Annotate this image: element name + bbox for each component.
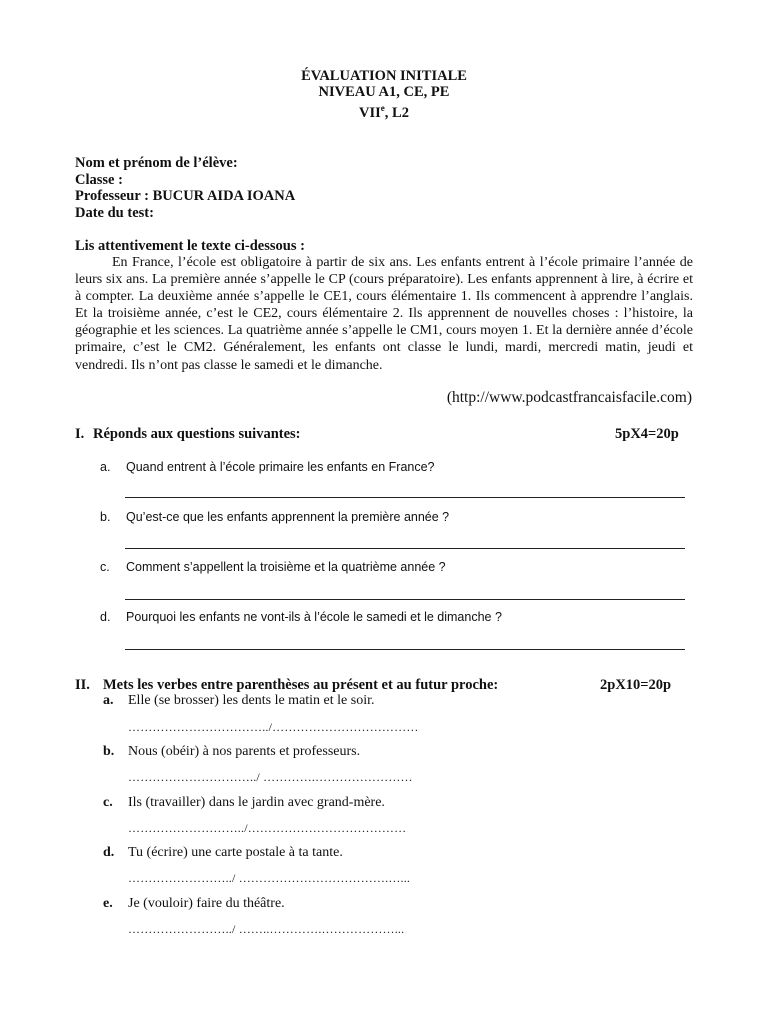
question-b xyxy=(100,510,449,524)
section-1-title: Réponds aux questions suivantes: xyxy=(93,426,301,442)
section-2-number: II. xyxy=(75,677,90,693)
answer-dots-a[interactable]: ……………………………../……………………………… xyxy=(128,720,419,734)
answer-line-b[interactable] xyxy=(125,548,685,549)
level-line: NIVEAU A1, CE, PE xyxy=(318,84,450,100)
date-label: Date du test: xyxy=(75,204,154,221)
section-1-heading xyxy=(75,426,301,443)
reading-passage xyxy=(75,254,693,374)
question-a xyxy=(100,460,435,474)
section-1-number: I. xyxy=(75,426,85,442)
exercise-d xyxy=(103,845,343,861)
exercise-letter: c. xyxy=(103,795,113,810)
question-text: Comment s’appellent la troisième et la quatrième année ? xyxy=(126,560,446,574)
exercise-e xyxy=(103,896,285,912)
source-citation: (http://www.podcastfrancaisfacile.com) xyxy=(446,389,692,406)
answer-line-a[interactable] xyxy=(125,497,685,498)
question-letter: a. xyxy=(100,460,111,474)
section-2-title: Mets les verbes entre parenthèses au présent et au futur proche: xyxy=(103,677,499,693)
exercise-letter: b. xyxy=(103,744,115,759)
class-prefix: VII xyxy=(359,104,381,121)
question-c xyxy=(100,560,446,574)
question-letter: b. xyxy=(100,510,111,524)
question-text: Qu’est-ce que les enfants apprennent la première année ? xyxy=(126,510,450,524)
question-d xyxy=(100,610,502,624)
class-superscript: e xyxy=(380,103,385,113)
section-2-heading xyxy=(75,677,498,694)
teacher-label: Professeur : BUCUR AIDA IOANA xyxy=(75,188,296,204)
class-line xyxy=(0,100,768,121)
answer-dots-c[interactable]: ………………………../………………………………… xyxy=(128,821,407,835)
question-letter: d. xyxy=(100,610,111,624)
exercise-text: Nous (obéir) à nos parents et professeurs. xyxy=(128,744,361,759)
section-2-points: 2pX10=20p xyxy=(600,677,672,693)
exercise-letter: e. xyxy=(103,896,113,911)
answer-line-d[interactable] xyxy=(125,649,685,650)
exercise-text: Tu (écrire) une carte postale à ta tante. xyxy=(128,845,343,860)
answer-dots-b[interactable]: …………………………../ ………….…………………… xyxy=(128,770,413,784)
exercise-letter: a. xyxy=(103,693,114,708)
exercise-b xyxy=(103,744,360,760)
class-suffix: , L2 xyxy=(384,104,409,121)
document-title: ÉVALUATION INITIALE xyxy=(301,68,467,84)
answer-dots-e[interactable]: ……………………../ ……..………….………………... xyxy=(128,922,405,936)
name-label: Nom et prénom de l’élève: xyxy=(75,155,238,171)
exercise-text: Elle (se brosser) les dents le matin et le soir. xyxy=(128,693,375,708)
answer-dots-d[interactable]: ……………………../ ……………………………….…... xyxy=(128,871,411,885)
question-text: Quand entrent à l’école primaire les enfants en France? xyxy=(126,460,435,474)
exercise-letter: d. xyxy=(103,845,115,860)
exercise-text: Je (vouloir) faire du théâtre. xyxy=(128,896,285,911)
question-letter: c. xyxy=(100,560,110,574)
passage-text: En France, l’école est obligatoire à partir de six ans. Les enfants entrent à l’école primaire l’année de leurs six ans. La première année s’appelle le CP (cours préparatoire). Les enfants apprennent à lire, à écrire et à compter. La deuxième année s’appelle le CE1, cours élémentaire 1. Ils commencent à apprendre l’anglais. Et la troisième année, c’est le CE2, cours élémentaire 2. Ils apprennent de nouvelles choses : l’histoire, la géographie et les sciences. La quatrième année s’appelle le CM1, cours moyen 1. Et la dernière année d’école primaire, c’est le CM2. Généralement, les enfants ont classe le lundi, mardi, mercredi matin, jeudi et vendredi. Ils n’ont pas classe le samedi et le dimanche. xyxy=(75,255,693,373)
section-1-points: 5pX4=20p xyxy=(615,426,679,442)
answer-line-c[interactable] xyxy=(125,599,685,600)
class-label: Classe : xyxy=(75,171,123,188)
exercise-a xyxy=(103,693,375,709)
question-text: Pourquoi les enfants ne vont-ils à l’école le samedi et le dimanche ? xyxy=(126,610,502,624)
exercise-c xyxy=(103,795,385,811)
document-header xyxy=(0,68,768,121)
exercise-text: Ils (travailler) dans le jardin avec grand-mère. xyxy=(128,795,385,810)
reading-instruction: Lis attentivement le texte ci-dessous : xyxy=(75,238,305,254)
student-info xyxy=(75,155,295,221)
